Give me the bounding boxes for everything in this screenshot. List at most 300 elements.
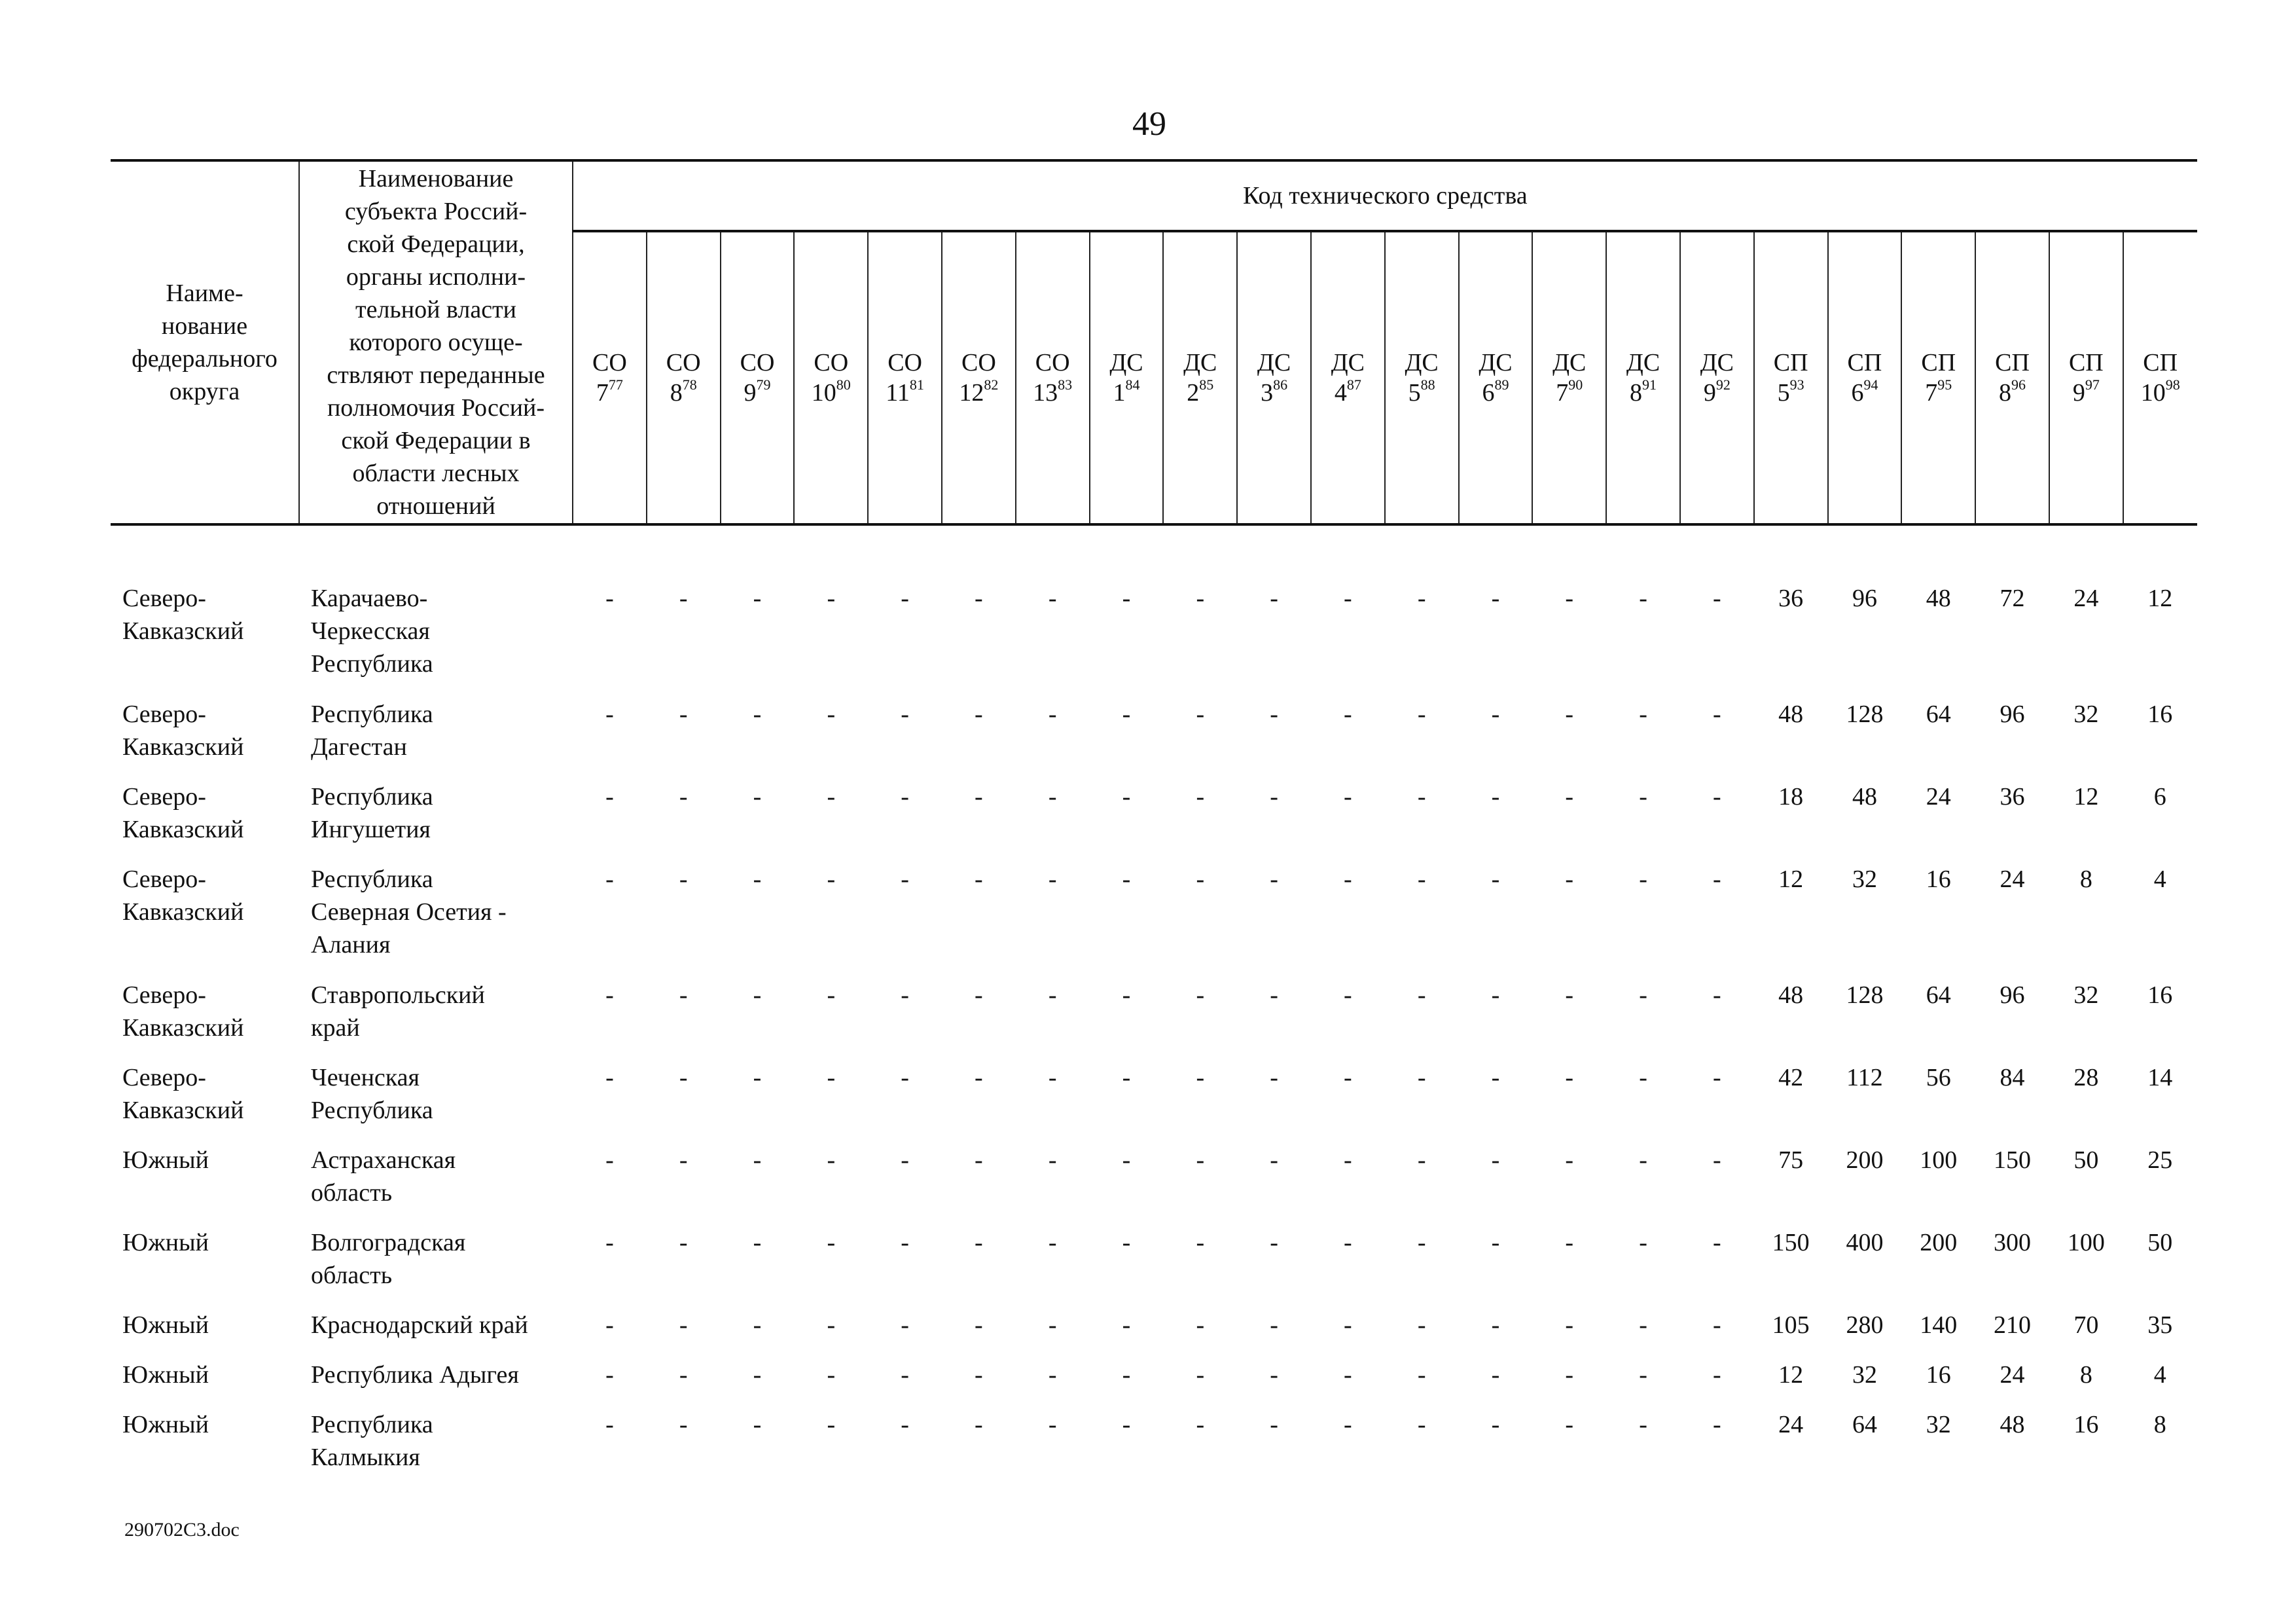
header-district-line: Наиме- <box>166 280 243 307</box>
value-cell: - <box>1565 1064 1574 1091</box>
value-cell: - <box>1048 585 1057 612</box>
code-header <box>1606 231 1680 524</box>
value-cell: - <box>1196 1411 1205 1438</box>
subject-cell <box>299 582 573 698</box>
value-cell: - <box>1639 701 1647 728</box>
subject-cell <box>299 698 573 780</box>
code-number: 7 <box>1925 379 1938 407</box>
subject-line: Республика <box>311 1411 433 1438</box>
value-cell: - <box>679 585 688 612</box>
value-cell: - <box>975 783 983 811</box>
code-type: ДС <box>1405 349 1439 376</box>
value-cell: - <box>753 981 762 1009</box>
code-number: 1 <box>1113 379 1126 407</box>
value-cell: - <box>1196 1361 1205 1389</box>
value-cell: - <box>901 1229 909 1256</box>
value-cell: - <box>1048 866 1057 893</box>
code-type: СО <box>814 349 849 376</box>
value-cell: 4 <box>2153 866 2166 893</box>
value-cell: - <box>605 585 614 612</box>
header-code-title: Код технического средства <box>573 160 2197 231</box>
code-header <box>1385 231 1459 524</box>
value-cell: - <box>753 1229 762 1256</box>
code-header <box>942 231 1016 524</box>
value-cell: - <box>1270 1229 1278 1256</box>
value-cell: - <box>753 783 762 811</box>
subject-cell <box>299 1309 573 1359</box>
district-cell <box>111 1309 299 1359</box>
code-type: ДС <box>1109 349 1143 376</box>
value-cell: - <box>605 866 614 893</box>
value-cell: - <box>1565 585 1574 612</box>
value-cell: - <box>1491 1064 1500 1091</box>
code-type: СП <box>1995 349 2030 376</box>
value-cell: - <box>1270 1361 1278 1389</box>
code-type: ДС <box>1183 349 1217 376</box>
value-cell: - <box>1122 866 1131 893</box>
value-cell: 8 <box>2079 1361 2092 1389</box>
value-cell: 12 <box>2147 585 2173 612</box>
value-cell: - <box>1344 1229 1352 1256</box>
value-cell: - <box>1048 1361 1057 1389</box>
code-number: 8 <box>1999 379 2012 407</box>
table-row <box>111 863 2197 979</box>
code-header <box>1311 231 1385 524</box>
district-line: Южный <box>122 1229 209 1256</box>
table-row <box>111 1144 2197 1226</box>
code-footnote: 93 <box>1789 376 1804 393</box>
subject-line: Черкесская <box>311 617 430 645</box>
value-cell: 16 <box>2147 701 2173 728</box>
value-cell: - <box>1639 783 1647 811</box>
value-cell: - <box>679 1229 688 1256</box>
subject-line: Республика <box>311 1097 433 1124</box>
value-cell: 96 <box>1852 585 1877 612</box>
value-cell: - <box>679 1064 688 1091</box>
value-cell: - <box>975 1411 983 1438</box>
value-cell: - <box>1565 1361 1574 1389</box>
value-cell: 150 <box>1772 1229 1810 1256</box>
code-footnote: 89 <box>1494 376 1509 393</box>
value-cell: 300 <box>1994 1229 2032 1256</box>
value-cell: - <box>1639 1064 1647 1091</box>
code-header <box>1090 231 1164 524</box>
code-header <box>2049 231 2123 524</box>
code-type: СО <box>740 349 775 376</box>
code-footnote: 94 <box>1863 376 1878 393</box>
value-cell: - <box>975 585 983 612</box>
code-footnote: 98 <box>2165 376 2180 393</box>
table-row <box>111 1061 2197 1144</box>
value-cell: - <box>1417 1361 1426 1389</box>
code-footnote: 92 <box>1715 376 1731 393</box>
district-line: Кавказский <box>122 733 244 761</box>
subject-line: Астраханская <box>311 1146 456 1174</box>
code-number: 2 <box>1187 379 1200 407</box>
value-cell: - <box>1491 1361 1500 1389</box>
district-line: Южный <box>122 1146 209 1174</box>
value-cell: - <box>1196 1146 1205 1174</box>
code-header <box>1459 231 1533 524</box>
value-cell: 24 <box>2000 1361 2025 1389</box>
value-cell: - <box>753 1311 762 1339</box>
value-cell: - <box>1491 701 1500 728</box>
header-district-line: нование <box>161 312 248 340</box>
value-cell: 48 <box>1852 783 1877 811</box>
value-cell: 4 <box>2153 1361 2166 1389</box>
code-number: 5 <box>1408 379 1421 407</box>
value-cell: - <box>1417 783 1426 811</box>
code-header <box>647 231 721 524</box>
value-cell: 14 <box>2147 1064 2173 1091</box>
value-cell: - <box>1713 783 1721 811</box>
value-cell: - <box>1270 1146 1278 1174</box>
code-type: СП <box>1847 349 1882 376</box>
value-cell: - <box>753 1411 762 1438</box>
value-cell: - <box>1196 585 1205 612</box>
value-cell: - <box>1565 701 1574 728</box>
value-cell: - <box>827 1361 836 1389</box>
value-cell: 200 <box>1920 1229 1958 1256</box>
district-cell <box>111 582 299 698</box>
table-row <box>111 1408 2197 1491</box>
code-number: 9 <box>2072 379 2085 407</box>
value-cell: - <box>1565 1229 1574 1256</box>
value-cell: - <box>827 981 836 1009</box>
value-cell: - <box>1713 585 1721 612</box>
table-row <box>111 582 2197 698</box>
value-cell: - <box>1270 783 1278 811</box>
value-cell: 64 <box>1926 981 1951 1009</box>
value-cell: - <box>1713 1311 1721 1339</box>
value-cell: 96 <box>2000 701 2025 728</box>
value-cell: - <box>1048 1311 1057 1339</box>
value-cell: - <box>1122 1361 1131 1389</box>
district-cell <box>111 863 299 979</box>
value-cell: 25 <box>2147 1146 2173 1174</box>
subject-line: Ингушетия <box>311 816 431 843</box>
value-cell: 12 <box>2073 783 2099 811</box>
value-cell: - <box>901 783 909 811</box>
value-cell: 16 <box>2073 1411 2099 1438</box>
value-cell: - <box>1122 1411 1131 1438</box>
value-cell: 100 <box>2067 1229 2105 1256</box>
value-cell: - <box>975 866 983 893</box>
subject-cell <box>299 1226 573 1309</box>
code-footnote: 82 <box>984 376 999 393</box>
value-cell: - <box>975 981 983 1009</box>
value-cell: 24 <box>1778 1411 1804 1438</box>
value-cell: 18 <box>1778 783 1804 811</box>
value-cell: 16 <box>1926 1361 1951 1389</box>
header-subject-line: отношений <box>376 492 495 520</box>
value-cell: - <box>1417 866 1426 893</box>
value-cell: - <box>901 1311 909 1339</box>
subject-cell <box>299 1061 573 1144</box>
subject-line: Северная Осетия - <box>311 898 507 926</box>
value-cell: - <box>827 1311 836 1339</box>
value-cell: - <box>1565 1411 1574 1438</box>
header-district-line: округа <box>169 378 240 405</box>
subject-line: Республика <box>311 783 433 811</box>
value-cell: - <box>753 1146 762 1174</box>
code-footnote: 78 <box>682 376 697 393</box>
value-cell: - <box>679 866 688 893</box>
value-cell: 35 <box>2147 1311 2173 1339</box>
value-cell: - <box>975 1311 983 1339</box>
header-subject-line: области лесных <box>352 460 520 487</box>
value-cell: - <box>975 1146 983 1174</box>
value-cell: 50 <box>2147 1229 2173 1256</box>
value-cell: - <box>1417 981 1426 1009</box>
district-line: Кавказский <box>122 617 244 645</box>
value-cell: - <box>1491 1311 1500 1339</box>
code-type: ДС <box>1331 349 1365 376</box>
value-cell: 112 <box>1846 1064 1883 1091</box>
page-number: 49 <box>1132 105 1166 143</box>
value-cell: - <box>679 1146 688 1174</box>
code-type: ДС <box>1257 349 1291 376</box>
value-cell: - <box>1491 1411 1500 1438</box>
value-cell: - <box>1491 585 1500 612</box>
district-line: Северо- <box>122 981 206 1009</box>
value-cell: - <box>1491 866 1500 893</box>
value-cell: 32 <box>1926 1411 1951 1438</box>
value-cell: - <box>1491 981 1500 1009</box>
value-cell: - <box>679 981 688 1009</box>
value-cell: - <box>1122 585 1131 612</box>
value-cell: - <box>827 701 836 728</box>
value-cell: - <box>1048 1229 1057 1256</box>
code-number: 9 <box>744 379 757 407</box>
value-cell: - <box>1270 981 1278 1009</box>
value-cell: - <box>1713 1146 1721 1174</box>
value-cell: - <box>679 701 688 728</box>
district-line: Северо- <box>122 783 206 811</box>
value-cell: - <box>1122 1229 1131 1256</box>
value-cell: - <box>827 866 836 893</box>
value-cell: - <box>1048 1146 1057 1174</box>
code-footnote: 85 <box>1199 376 1214 393</box>
value-cell: 8 <box>2153 1411 2166 1438</box>
value-cell: - <box>1344 783 1352 811</box>
value-cell: 96 <box>2000 981 2025 1009</box>
value-cell: - <box>1639 585 1647 612</box>
value-cell: - <box>827 783 836 811</box>
value-cell: - <box>1417 1146 1426 1174</box>
header-subject-line: полномочия Россий- <box>327 394 545 422</box>
code-type: ДС <box>1626 349 1660 376</box>
value-cell: 72 <box>2000 585 2025 612</box>
code-number: 10 <box>2140 379 2166 407</box>
code-number: 5 <box>1777 379 1790 407</box>
value-cell: - <box>605 1064 614 1091</box>
code-header <box>2123 231 2197 524</box>
value-cell: - <box>975 1229 983 1256</box>
header-subject-line: которого осуще- <box>349 329 523 356</box>
value-cell: - <box>1344 1146 1352 1174</box>
district-line: Кавказский <box>122 816 244 843</box>
code-footnote: 80 <box>836 376 851 393</box>
value-cell: - <box>1196 1064 1205 1091</box>
subject-line: Краснодарский край <box>311 1311 528 1339</box>
value-cell: - <box>901 1064 909 1091</box>
value-cell: - <box>901 1146 909 1174</box>
value-cell: - <box>753 1361 762 1389</box>
district-cell <box>111 1359 299 1408</box>
value-cell: 75 <box>1778 1146 1804 1174</box>
value-cell: - <box>901 1361 909 1389</box>
value-cell: - <box>827 1411 836 1438</box>
subject-line: Калмыкия <box>311 1444 420 1471</box>
code-number: 12 <box>959 379 984 407</box>
district-cell <box>111 1408 299 1491</box>
value-cell: - <box>1417 1229 1426 1256</box>
value-cell: - <box>827 1064 836 1091</box>
value-cell: - <box>975 1361 983 1389</box>
code-type: СП <box>2068 349 2104 376</box>
subject-line: Дагестан <box>311 733 407 761</box>
value-cell: 48 <box>2000 1411 2025 1438</box>
code-type: СП <box>2143 349 2178 376</box>
code-number: 6 <box>1851 379 1864 407</box>
code-type: СП <box>1921 349 1956 376</box>
code-footnote: 83 <box>1058 376 1073 393</box>
value-cell: - <box>1713 1064 1721 1091</box>
value-cell: - <box>1196 866 1205 893</box>
value-cell: - <box>1344 585 1352 612</box>
value-cell: - <box>1639 1411 1647 1438</box>
value-cell: - <box>1713 1361 1721 1389</box>
subject-line: область <box>311 1179 393 1207</box>
code-header <box>1016 231 1090 524</box>
value-cell: - <box>827 585 836 612</box>
code-footnote: 81 <box>909 376 924 393</box>
subject-line: Республика <box>311 650 433 678</box>
district-cell <box>111 1226 299 1309</box>
value-cell: 8 <box>2079 866 2092 893</box>
value-cell: - <box>605 1411 614 1438</box>
code-type: СО <box>666 349 701 376</box>
value-cell: 128 <box>1846 701 1884 728</box>
value-cell: - <box>1639 1146 1647 1174</box>
district-line: Северо- <box>122 701 206 728</box>
code-type: ДС <box>1552 349 1587 376</box>
value-cell: - <box>1196 783 1205 811</box>
value-cell: - <box>1713 1229 1721 1256</box>
subject-cell <box>299 1144 573 1226</box>
value-cell: 70 <box>2073 1311 2099 1339</box>
value-cell: - <box>1196 1311 1205 1339</box>
code-footnote: 79 <box>756 376 771 393</box>
header-district <box>111 160 299 524</box>
header-subject <box>299 160 573 524</box>
value-cell: 32 <box>2073 701 2099 728</box>
subject-line: Карачаево- <box>311 585 428 612</box>
value-cell: - <box>1344 981 1352 1009</box>
district-line: Кавказский <box>122 1097 244 1124</box>
code-footnote: 95 <box>1937 376 1952 393</box>
subject-line: Ставропольский <box>311 981 485 1009</box>
subject-line: Алания <box>311 931 391 958</box>
code-footnote: 86 <box>1273 376 1288 393</box>
value-cell: - <box>1122 1146 1131 1174</box>
district-line: Южный <box>122 1411 209 1438</box>
value-cell: 28 <box>2073 1064 2099 1091</box>
code-header <box>1975 231 2049 524</box>
value-cell: - <box>753 701 762 728</box>
value-cell: - <box>1270 701 1278 728</box>
value-cell: 48 <box>1778 701 1804 728</box>
value-cell: - <box>1713 701 1721 728</box>
value-cell: - <box>1344 701 1352 728</box>
value-cell: - <box>1196 1229 1205 1256</box>
value-cell: - <box>1491 1146 1500 1174</box>
value-cell: - <box>679 783 688 811</box>
district-line: Кавказский <box>122 898 244 926</box>
header-subject-line: Наименование <box>358 165 514 192</box>
value-cell: - <box>1048 1064 1057 1091</box>
value-cell: 24 <box>1926 783 1951 811</box>
table-row <box>111 780 2197 863</box>
district-line: Кавказский <box>122 1014 244 1042</box>
code-type: СП <box>1773 349 1808 376</box>
code-number: 9 <box>1703 379 1716 407</box>
value-cell: - <box>827 1146 836 1174</box>
value-cell: - <box>1344 1064 1352 1091</box>
value-cell: - <box>1417 585 1426 612</box>
header-subject-line: ской Федерации, <box>347 230 525 258</box>
subject-line: область <box>311 1262 393 1289</box>
value-cell: - <box>1344 866 1352 893</box>
value-cell: - <box>679 1311 688 1339</box>
value-cell: - <box>1713 981 1721 1009</box>
code-number: 13 <box>1033 379 1058 407</box>
district-cell <box>111 780 299 863</box>
value-cell: - <box>1713 1411 1721 1438</box>
district-cell <box>111 698 299 780</box>
subject-line: Республика <box>311 701 433 728</box>
table-row <box>111 1226 2197 1309</box>
code-footnote: 77 <box>608 376 623 393</box>
value-cell: 42 <box>1778 1064 1804 1091</box>
value-cell: - <box>901 701 909 728</box>
value-cell: 210 <box>1994 1311 2032 1339</box>
subject-cell <box>299 1408 573 1491</box>
value-cell: - <box>1565 866 1574 893</box>
value-cell: - <box>1639 1361 1647 1389</box>
code-number: 11 <box>886 379 910 407</box>
value-cell: - <box>1196 981 1205 1009</box>
header-district-line: федерального <box>132 345 278 373</box>
value-cell: - <box>1417 1311 1426 1339</box>
code-header <box>794 231 868 524</box>
district-cell <box>111 979 299 1061</box>
value-cell: 200 <box>1846 1146 1884 1174</box>
value-cell: - <box>901 585 909 612</box>
code-header <box>573 231 647 524</box>
value-cell: 24 <box>2000 866 2025 893</box>
code-number: 7 <box>1556 379 1569 407</box>
value-cell: - <box>1270 866 1278 893</box>
value-cell: - <box>605 981 614 1009</box>
table-row <box>111 1309 2197 1359</box>
value-cell: - <box>1565 1146 1574 1174</box>
value-cell: - <box>1122 783 1131 811</box>
value-cell: - <box>605 1311 614 1339</box>
value-cell: - <box>1270 1311 1278 1339</box>
code-header <box>868 231 942 524</box>
